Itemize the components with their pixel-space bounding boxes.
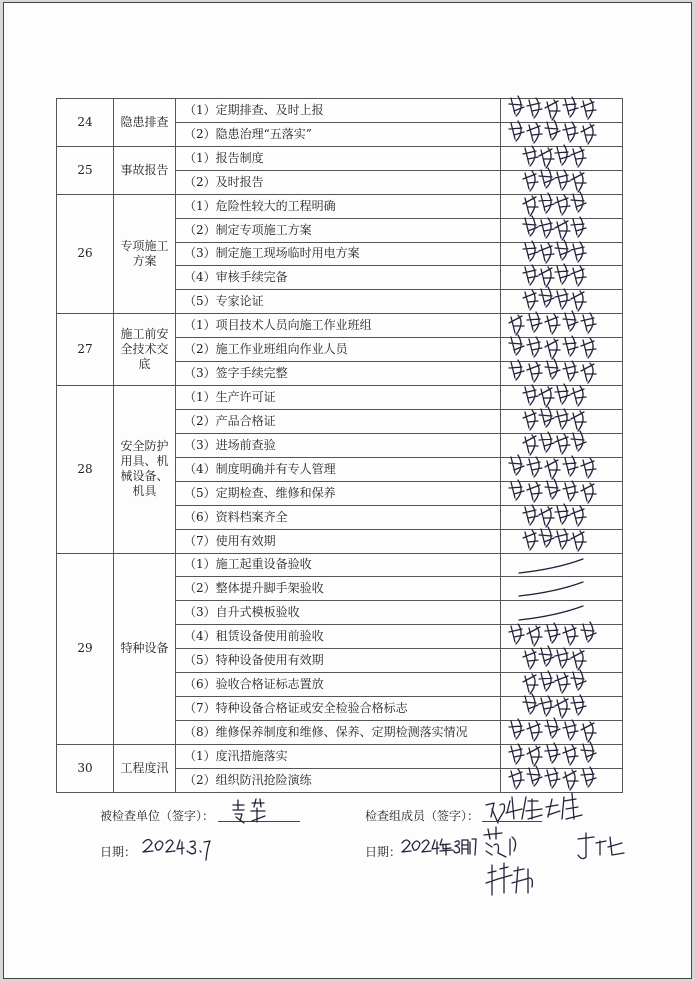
requirement-cell: （5）特种设备使用有效期 bbox=[176, 649, 501, 673]
requirement-cell: （2）隐患治理“五落实” bbox=[176, 122, 501, 146]
requirement-cell: （7）特种设备合格证或安全检验合格标志 bbox=[176, 697, 501, 721]
requirement-cell: （6）验收合格证标志置放 bbox=[176, 673, 501, 697]
requirement-cell: （4）审核手续完备 bbox=[176, 266, 501, 290]
inspected-signature bbox=[230, 797, 280, 825]
inspected-date bbox=[140, 833, 214, 863]
requirement-cell: （4）制度明确并有专人管理 bbox=[176, 457, 501, 481]
requirement-cell: （1）项目技术人员向施工作业班组 bbox=[176, 314, 501, 338]
item-number-cell: 24 bbox=[57, 99, 114, 147]
item-number-cell: 26 bbox=[57, 194, 114, 314]
requirement-cell: （3）自升式模板验收 bbox=[176, 601, 501, 625]
check-item-cell: 安全防护用具、机械设备、机具 bbox=[114, 386, 176, 553]
requirement-cell: （1）危险性较大的工程明确 bbox=[176, 194, 501, 218]
requirement-cell: （2）整体提升脚手架验收 bbox=[176, 577, 501, 601]
inspection-table bbox=[56, 98, 623, 793]
inspectors-label: 检查组成员（签字）： bbox=[365, 809, 480, 823]
check-item-cell: 工程度汛 bbox=[114, 744, 176, 792]
requirement-cell: （1）定期排查、及时上报 bbox=[176, 99, 501, 123]
check-item-cell: 特种设备 bbox=[114, 553, 176, 744]
inspection-table-body bbox=[57, 99, 623, 793]
requirement-cell: （1）度汛措施落实 bbox=[176, 744, 501, 768]
requirement-cell: （5）定期检查、维修和保养 bbox=[176, 481, 501, 505]
requirement-cell: （4）租赁设备使用前验收 bbox=[176, 625, 501, 649]
inspectors-signature-line bbox=[482, 821, 542, 822]
item-number-cell: 27 bbox=[57, 314, 114, 386]
item-number-cell: 25 bbox=[57, 146, 114, 194]
requirement-cell: （5）专家论证 bbox=[176, 290, 501, 314]
inspectors-signatures bbox=[482, 783, 662, 913]
requirement-cell: （1）生产许可证 bbox=[176, 386, 501, 410]
requirement-cell: （3）进场前查验 bbox=[176, 433, 501, 457]
check-item-cell: 隐患排查 bbox=[114, 99, 176, 147]
requirement-cell: （2）组织防汛抢险演练 bbox=[176, 768, 501, 792]
inspectors-date-label: 日期： bbox=[365, 845, 402, 859]
inspectors-date bbox=[400, 833, 476, 861]
inspected-unit-label: 被检查单位（签字）： bbox=[100, 809, 215, 823]
requirement-cell: （2）制定专项施工方案 bbox=[176, 218, 501, 242]
requirement-cell: （3）制定施工现场临时用电方案 bbox=[176, 242, 501, 266]
check-item-cell: 施工前安全技术交底 bbox=[114, 314, 176, 386]
requirement-cell: （8）维修保养制度和维修、保养、定期检测落实情况 bbox=[176, 720, 501, 744]
requirement-cell: （6）资料档案齐全 bbox=[176, 505, 501, 529]
requirement-cell: （1）报告制度 bbox=[176, 146, 501, 170]
check-item-cell: 事故报告 bbox=[114, 146, 176, 194]
requirement-cell: （1）施工起重设备验收 bbox=[176, 553, 501, 577]
check-item-cell: 专项施工方案 bbox=[114, 194, 176, 314]
document-page bbox=[3, 2, 692, 979]
requirement-cell: （7）使用有效期 bbox=[176, 529, 501, 553]
item-number-cell: 30 bbox=[57, 744, 114, 792]
requirement-cell: （2）产品合格证 bbox=[176, 409, 501, 433]
requirement-cell: （3）签字手续完整 bbox=[176, 362, 501, 386]
requirement-cell: （2）施工作业班组向作业人员 bbox=[176, 338, 501, 362]
inspected-date-label: 日期： bbox=[100, 845, 137, 859]
item-number-cell: 28 bbox=[57, 386, 114, 553]
requirement-cell: （2）及时报告 bbox=[176, 170, 501, 194]
item-number-cell: 29 bbox=[57, 553, 114, 744]
